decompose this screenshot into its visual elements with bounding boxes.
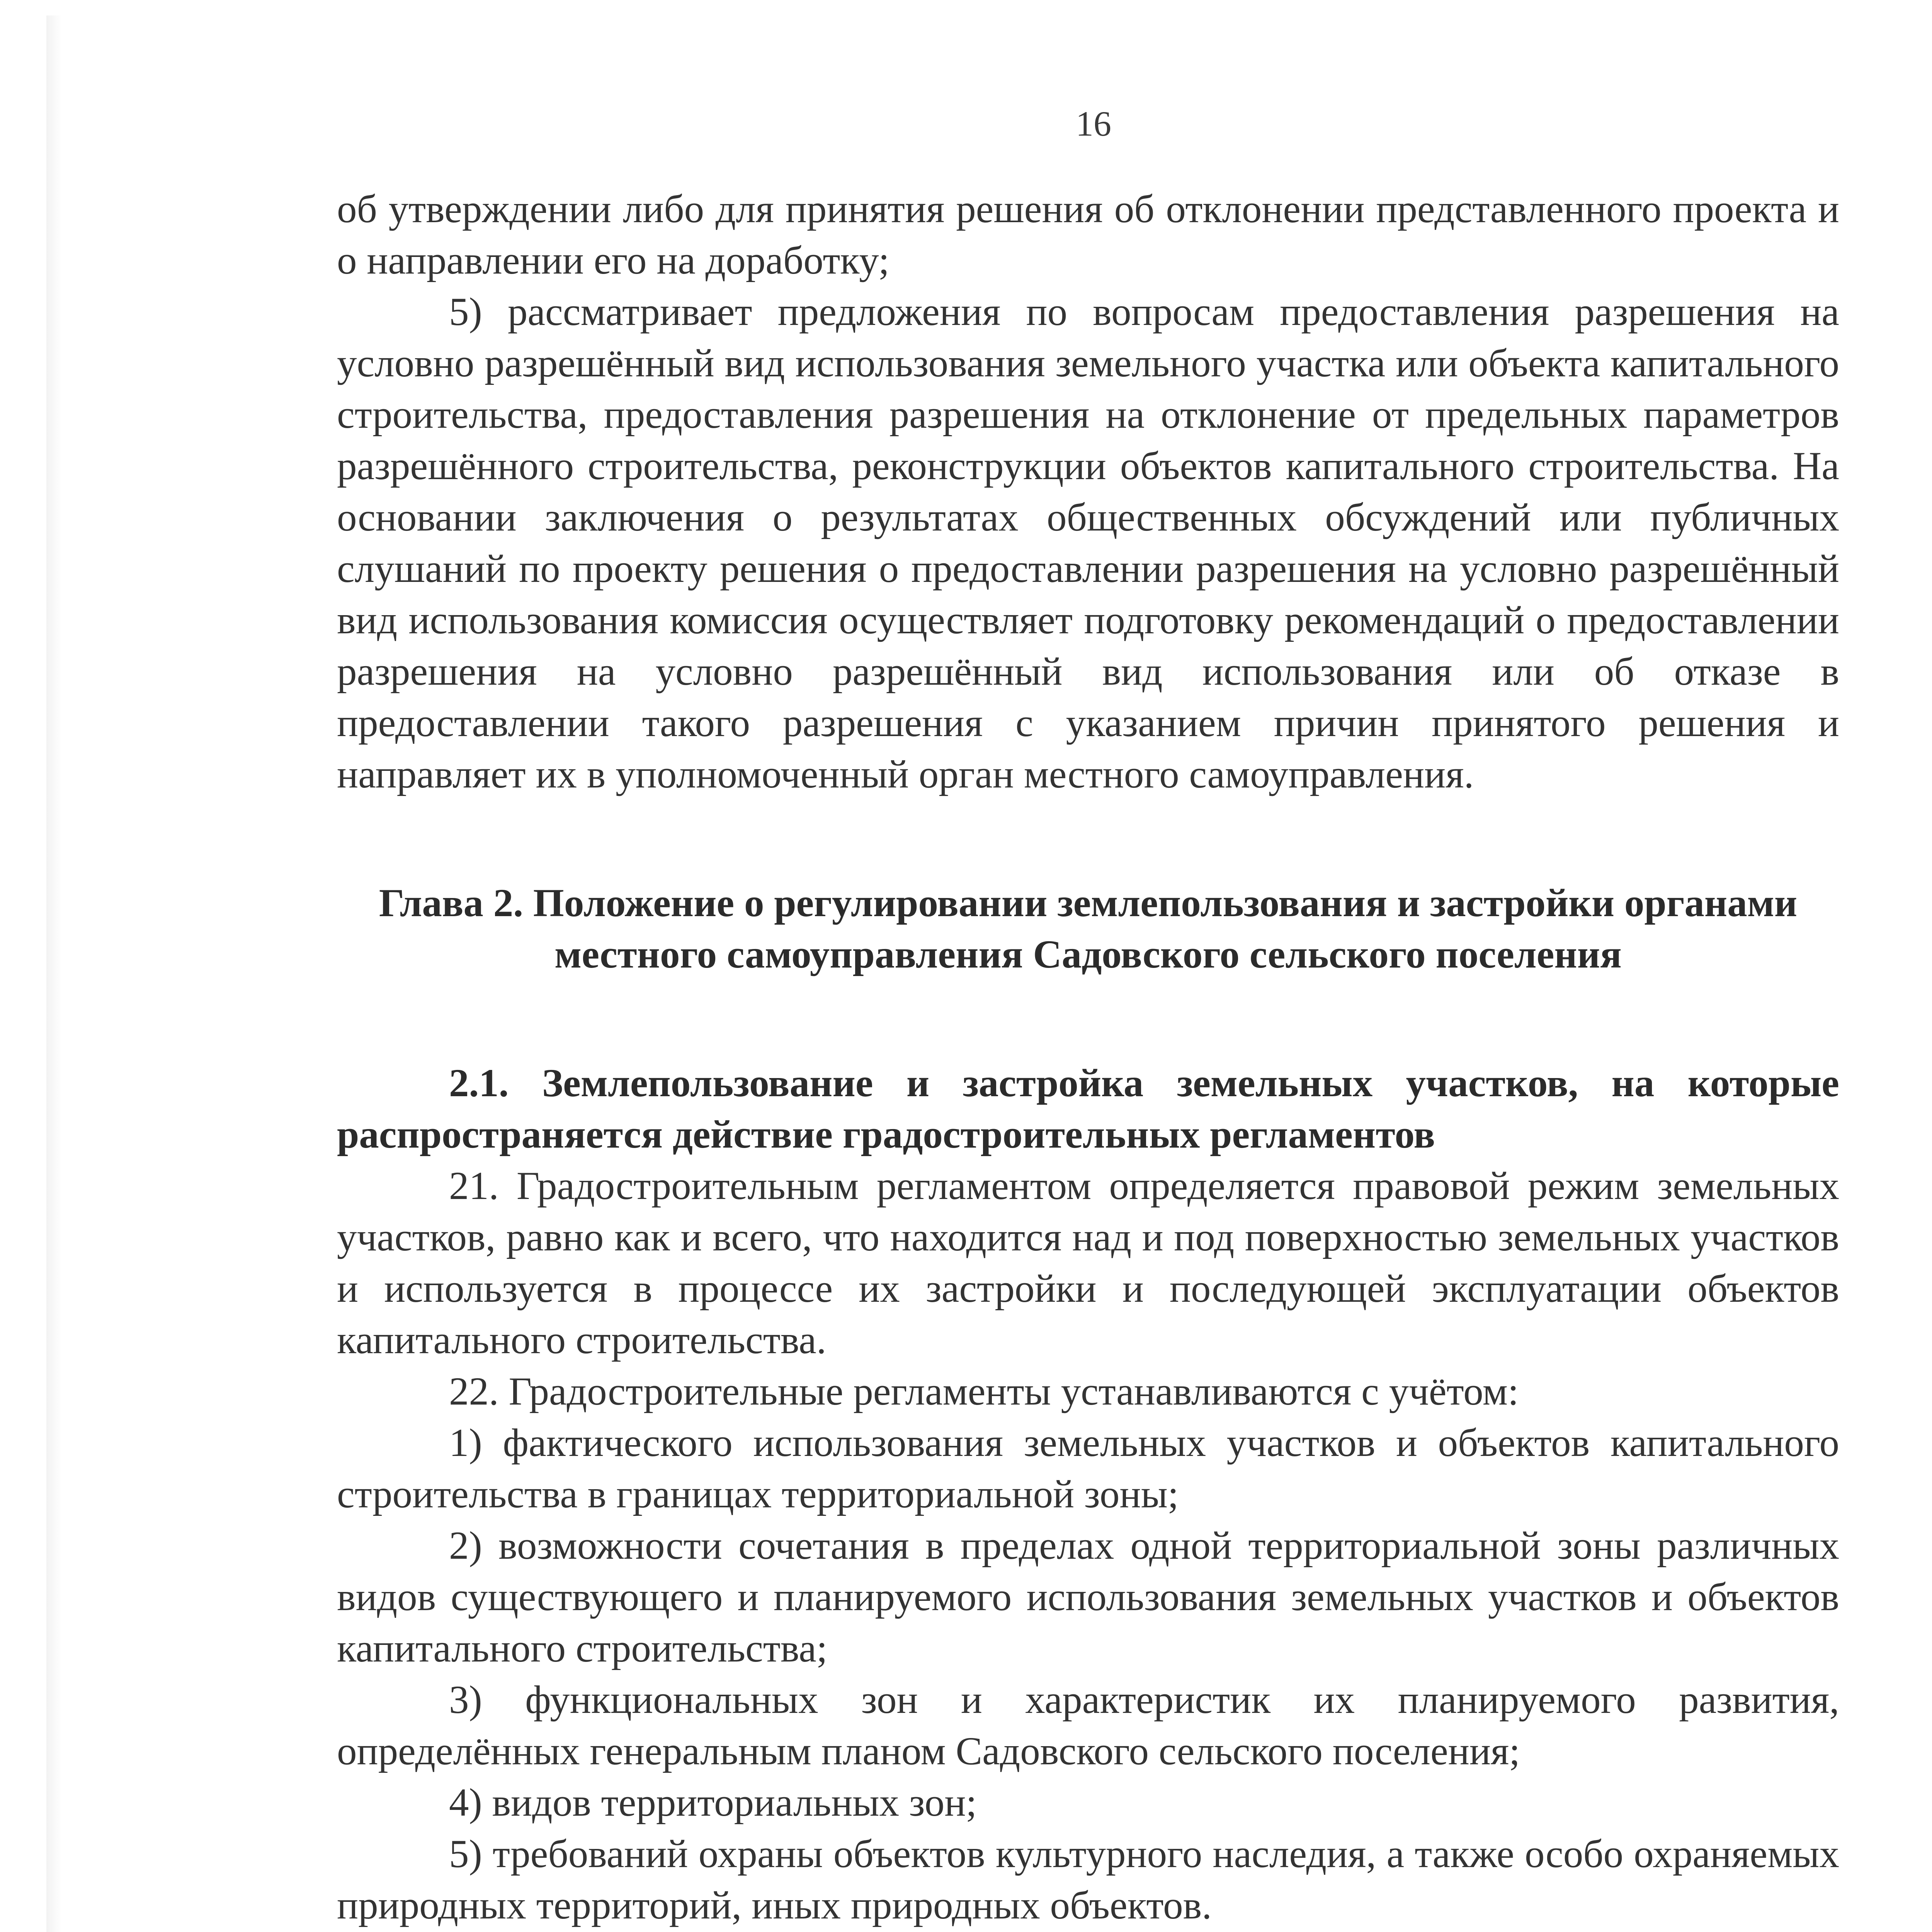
list-item-2: 2) возможности сочетания в пределах одной территориальной зоны различных видов существующего и планируемого использования земельных участков и объектов капитального строительства; bbox=[337, 1524, 1839, 1670]
paragraph-22: 22. Градостроительные регламенты устанавливаются с учётом: bbox=[449, 1369, 1519, 1413]
list-item-5: 5) требований охраны объектов культурного наследия, а также особо охраняемых природных территорий, иных природных объектов. bbox=[337, 1832, 1839, 1927]
page-content bbox=[337, 184, 1839, 1932]
section-heading: 2.1. Землепользование и застройка земельных участков, на которые распространяется действие градостроительных регламентов bbox=[337, 1061, 1839, 1156]
scan-edge-shadow bbox=[46, 15, 62, 1932]
paragraph-item-5: 5) рассматривает предложения по вопросам предоставления разрешения на условно разрешённый вид использования земельного участка или объекта капитального строительства, предоставления разрешения на отклонение от предельных параметров разрешённого строительства, реконструкции объектов капитального строительства. На основании заключения о результатах общественных обсуждений или публичных слушаний по проекту решения о предоставлении разрешения на условно разрешённый вид использования комиссия осуществляет подготовку рекомендаций о предоставлении разрешения на условно разрешённый вид использования или об отказе в предоставлении такого разрешения с указанием причин принятого решения и направляет их в уполномоченный орган местного самоуправления. bbox=[337, 290, 1839, 796]
list-item-1: 1) фактического использования земельных участков и объектов капитального строительства в границах территориальной зоны; bbox=[337, 1421, 1839, 1516]
chapter-heading: Глава 2. Положение о регулировании землепользования и застройки органами местного самоуправления Садовского сельского поселения bbox=[379, 881, 1798, 976]
page-number: 16 bbox=[1076, 104, 1111, 143]
paragraph-continuation: об утверждении либо для принятия решения об отклонении представленного проекта и о направлении его на доработку; bbox=[337, 187, 1839, 282]
list-item-4: 4) видов территориальных зон; bbox=[449, 1781, 977, 1825]
list-item-3: 3) функциональных зон и характеристик их планируемого развития, определённых генеральным планом Садовского сельского поселения; bbox=[337, 1678, 1839, 1773]
paragraph-21: 21. Градостроительным регламентом определяется правовой режим земельных участков, равно как и всего, что находится над и под поверхностью земельных участков и используется в процессе их застройки и последующей эксплуатации объектов капитального строительства. bbox=[337, 1164, 1839, 1362]
